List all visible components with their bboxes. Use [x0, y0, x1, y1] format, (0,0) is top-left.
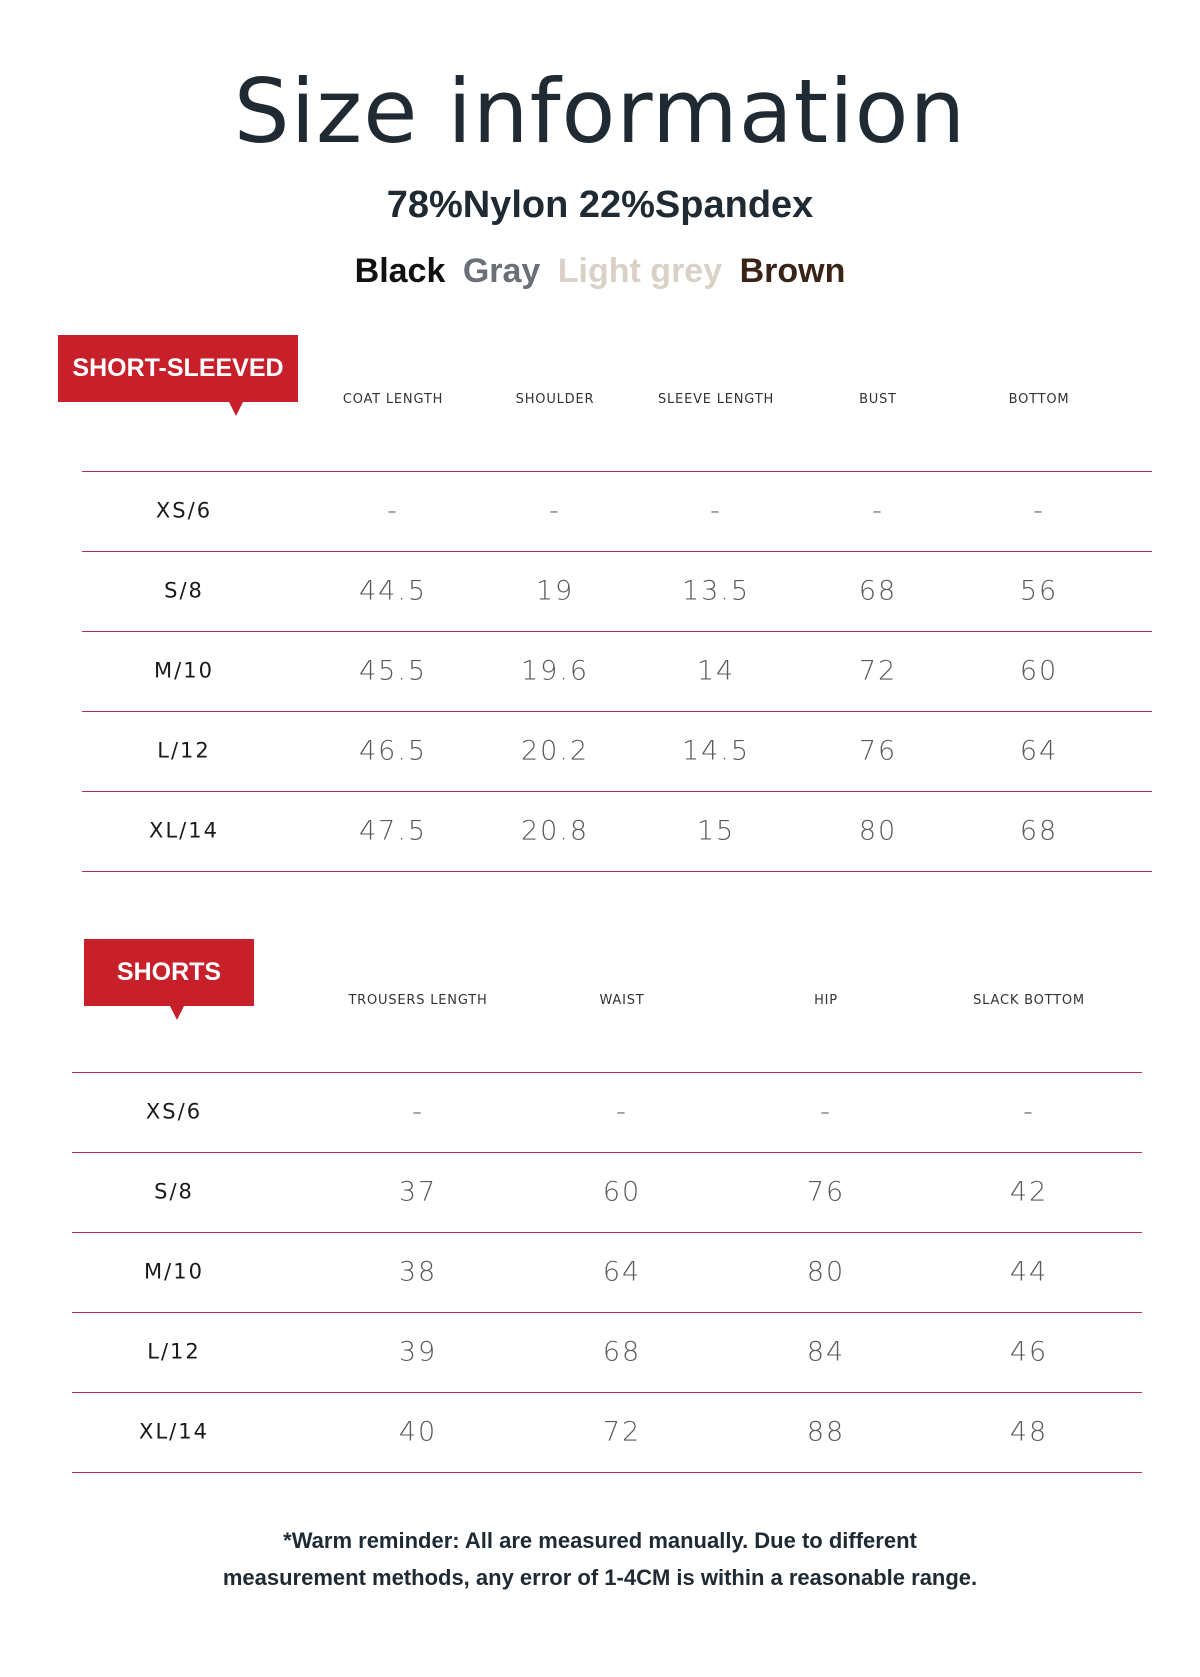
short_sleeved-column-header: SLEEVE LENGTH — [657, 392, 775, 407]
color-gray: Gray — [462, 252, 541, 290]
shorts-measurement-cell: 42 — [1009, 1176, 1049, 1208]
row-divider — [72, 1152, 1142, 1153]
short_sleeved-measurement-cell: 68 — [1019, 815, 1059, 847]
short_sleeved-measurement-cell: 47.5 — [358, 815, 428, 847]
shorts-column-header: TROUSERS LENGTH — [348, 993, 488, 1008]
shorts-measurement-cell: 88 — [806, 1416, 846, 1448]
shorts-column-header: SLACK BOTTOM — [973, 993, 1085, 1008]
short_sleeved-measurement-cell: 19 — [535, 575, 575, 607]
row-divider — [72, 1072, 1142, 1073]
short_sleeved-measurement-cell: 46.5 — [358, 735, 428, 767]
shorts-column-header: WAIST — [599, 993, 645, 1008]
short_sleeved-measurement-cell: 80 — [858, 815, 898, 847]
shorts-measurement-cell: 76 — [806, 1176, 846, 1208]
shorts-size-label: XS/6 — [145, 1099, 203, 1124]
short_sleeved-measurement-cell: 60 — [1019, 655, 1059, 687]
short_sleeved-size-label: XL/14 — [149, 818, 219, 843]
short_sleeved-column-header: SHOULDER — [515, 392, 595, 407]
short_sleeved-column-header: COAT LENGTH — [342, 392, 444, 407]
shorts-column-header: HIP — [814, 993, 838, 1008]
short_sleeved-measurement-cell: 19.6 — [520, 655, 590, 687]
shorts-measurement-cell: 64 — [602, 1256, 642, 1288]
row-divider — [82, 871, 1152, 872]
short_sleeved-measurement-cell: 13.5 — [681, 575, 751, 607]
row-divider — [82, 631, 1152, 632]
shorts-measurement-cell: - — [820, 1096, 832, 1128]
shorts-measurement-cell: - — [1023, 1096, 1035, 1128]
short_sleeved-measurement-cell: - — [710, 495, 722, 527]
short_sleeved-measurement-cell: 45.5 — [358, 655, 428, 687]
row-divider — [82, 471, 1152, 472]
short_sleeved-measurement-cell: 20.8 — [520, 815, 590, 847]
row-divider — [72, 1232, 1142, 1233]
shorts-measurement-cell: 44 — [1009, 1256, 1049, 1288]
color-black: Black — [354, 252, 446, 290]
shorts-size-label: XL/14 — [139, 1419, 209, 1444]
shorts-measurement-cell: 39 — [398, 1336, 438, 1368]
short_sleeved-measurement-cell: - — [872, 495, 884, 527]
shorts-badge: SHORTS — [84, 939, 254, 1006]
row-divider — [82, 711, 1152, 712]
shorts-measurement-cell: - — [412, 1096, 424, 1128]
shorts-measurement-cell: 48 — [1009, 1416, 1049, 1448]
short_sleeved-size-label: S/8 — [164, 578, 204, 603]
short_sleeved-measurement-cell: - — [387, 495, 399, 527]
shorts-measurement-cell: 46 — [1009, 1336, 1049, 1368]
page-title: Size information — [233, 60, 967, 163]
color-brown: Brown — [739, 252, 846, 290]
shorts-measurement-cell: 40 — [398, 1416, 438, 1448]
short_sleeved-column-header: BUST — [859, 392, 897, 407]
short_sleeved-column-header: BOTTOM — [1008, 392, 1070, 407]
short_sleeved-measurement-cell: 14 — [696, 655, 736, 687]
short_sleeved-size-label: XS/6 — [155, 498, 213, 523]
short_sleeved-measurement-cell: 44.5 — [358, 575, 428, 607]
short_sleeved-measurement-cell: 56 — [1019, 575, 1059, 607]
warm-reminder-line-2: measurement methods, any error of 1-4CM is within a reasonable range. — [222, 1565, 978, 1590]
short-sleeved-badge: SHORT-SLEEVED — [58, 335, 298, 402]
short_sleeved-measurement-cell: 15 — [696, 815, 736, 847]
short_sleeved-measurement-cell: 68 — [858, 575, 898, 607]
short_sleeved-measurement-cell: 76 — [858, 735, 898, 767]
color-light-grey: Light grey — [557, 252, 723, 290]
row-divider — [72, 1312, 1142, 1313]
shorts-measurement-cell: 72 — [602, 1416, 642, 1448]
shorts-measurement-cell: 80 — [806, 1256, 846, 1288]
short_sleeved-measurement-cell: 20.2 — [520, 735, 590, 767]
short_sleeved-measurement-cell: - — [1033, 495, 1045, 527]
shorts-measurement-cell: 37 — [398, 1176, 438, 1208]
shorts-measurement-cell: 38 — [398, 1256, 438, 1288]
short_sleeved-measurement-cell: 14.5 — [681, 735, 751, 767]
short_sleeved-measurement-cell: 72 — [858, 655, 898, 687]
row-divider — [72, 1392, 1142, 1393]
short_sleeved-measurement-cell: 64 — [1019, 735, 1059, 767]
shorts-measurement-cell: 68 — [602, 1336, 642, 1368]
shorts-size-label: M/10 — [144, 1259, 204, 1284]
shorts-measurement-cell: 60 — [602, 1176, 642, 1208]
row-divider — [82, 551, 1152, 552]
color-options — [0, 254, 1200, 288]
shorts-size-label: L/12 — [147, 1339, 201, 1364]
shorts-measurement-cell: 84 — [806, 1336, 846, 1368]
material-composition: 78%Nylon 22%Spandex — [386, 184, 814, 226]
row-divider — [72, 1472, 1142, 1473]
warm-reminder-line-1: *Warm reminder: All are measured manually. Due to different — [283, 1528, 917, 1553]
short_sleeved-measurement-cell: - — [549, 495, 561, 527]
shorts-measurement-cell: - — [616, 1096, 628, 1128]
short_sleeved-size-label: M/10 — [154, 658, 214, 683]
short_sleeved-size-label: L/12 — [157, 738, 211, 763]
shorts-size-label: S/8 — [154, 1179, 194, 1204]
row-divider — [82, 791, 1152, 792]
